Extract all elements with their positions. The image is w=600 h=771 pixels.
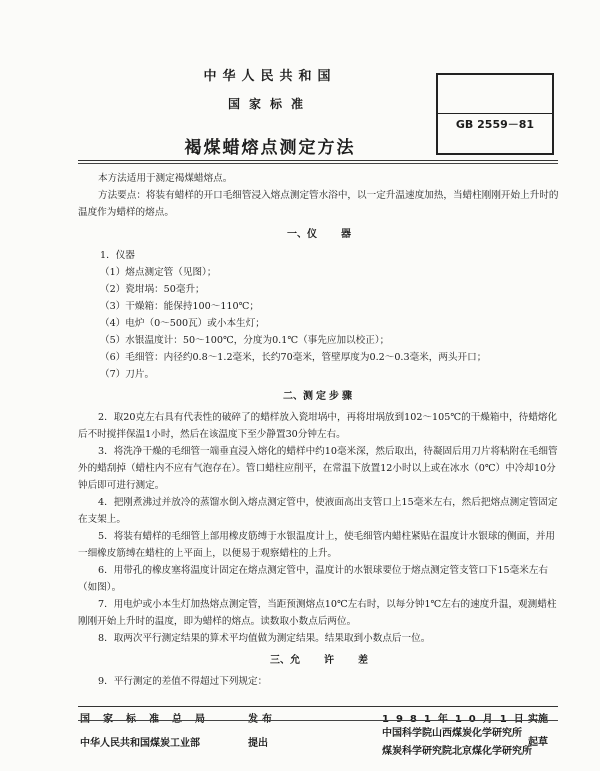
intro-scope: 本方法适用于测定褐煤蜡熔点。: [98, 173, 233, 184]
footer-rule-top: [78, 706, 558, 707]
procedure-step: 7．用电炉或小本生灯加热熔点测定管，当距预测熔点10℃左右时，以每分钟1℃左右的速度升温，观测蜡柱刚刚开始上升时的温度，即为蜡样的熔点。读数取小数点后两位。: [78, 599, 557, 627]
procedure-step: 6．用带孔的橡皮塞将温度计固定在熔点测定管中，温度计的水银球要位于熔点测定管支管口下15毫米左右（如图）。: [78, 565, 549, 593]
section-heading-procedure: 二、测定步骤: [283, 391, 355, 402]
intro-principle: 方法要点：将装有蜡样的开口毛细管浸入熔点测定管水浴中，以一定升温速度加热，当蜡柱刚刚开始上升时的温度作为蜡样的熔点。: [78, 190, 559, 218]
standard-code-box: [436, 73, 554, 155]
document-title: 褐煤蜡熔点测定方法: [184, 138, 356, 158]
proposer: 中华人民共和国煤炭工业部: [80, 738, 200, 749]
footer: [78, 710, 558, 766]
section-heading-tolerance: 三、允 许 差: [270, 655, 368, 666]
standard-type-heading: 国家标准: [227, 97, 312, 111]
list-item: （6）毛细管：内径约0.8～1.2毫米，长约70毫米，管壁厚度为0.2～0.3毫米，两头开口；: [100, 352, 487, 363]
section-number: 一、: [287, 229, 307, 240]
list-item: （2）瓷坩埚：50毫升；: [100, 284, 205, 295]
standard-code: GB 2559－81: [455, 118, 535, 131]
code-box-divider: [438, 113, 552, 114]
section-heading-instruments: 一、仪 器: [287, 229, 351, 240]
list-item: （1）熔点测定管（见图）；: [100, 267, 217, 278]
drafter-2: 煤炭科学研究院北京煤化学研究所: [382, 746, 532, 757]
footer-rule-inner: [78, 720, 558, 721]
list-item: （5）水银温度计：50～100℃，分度为0.1℃（事先应加以校正）；: [100, 335, 390, 346]
instrument-lead: 1．仪器: [100, 250, 135, 261]
country-heading: 中华人民共和国: [203, 69, 337, 84]
list-item: （7）刀片。: [100, 369, 155, 380]
list-item: （4）电炉（0～500瓦）或小本生灯；: [100, 318, 265, 329]
procedure-step: 3．将洗净干燥的毛细管一端垂直浸入熔化的蜡样中约10毫米深，然后取出，待凝固后用刀片将粘附在毛细管外的蜡刮掉（蜡柱内不应有气泡存在）。管口蜡柱应削平，在常温下放置12小时以上或在冰水（0℃）中冷却10分钟后即可进行测定。: [78, 446, 558, 491]
effective-date: 1981年10月1日: [382, 714, 531, 725]
list-item: （3）干燥箱：能保持100～110℃；: [100, 301, 259, 312]
effective-word: 实施: [528, 714, 548, 725]
tolerance-rule: 9．平行测定的差值不得超过下列规定：: [98, 676, 268, 687]
proposer-word: 提出: [248, 738, 268, 749]
procedure-step: 8．取两次平行测定结果的算术平均值做为测定结果。结果取到小数点后一位。: [98, 633, 431, 644]
procedure-step: 2．取20克左右具有代表性的破碎了的蜡样放入瓷坩埚中，再将坩埚放到102～105℃的干燥箱中，待蜡熔化后不时搅拌保温1小时，然后在该温度下至少静置30分钟左右。: [78, 412, 558, 440]
drafted-word: 起草: [528, 737, 548, 748]
document-body: [78, 170, 560, 690]
issuer: 国家标准总局: [80, 714, 218, 725]
drafter-1: 中国科学院山西煤炭化学研究所: [382, 728, 522, 739]
procedure-step: 4．把刚煮沸过并放冷的蒸馏水倒入熔点测定管中，使液面高出支管口上15毫米左右，然后把熔点测定管固定在支架上。: [78, 497, 558, 525]
header-rule: [78, 160, 558, 161]
procedure-step: 5．将装有蜡样的毛细管上部用橡皮筋缚于水银温度计上，使毛细管内蜡柱紧贴在温度计水银球的侧面，并用一细橡皮筋缚在蜡柱的上平面上，以便易于观察蜡柱的上升。: [78, 531, 556, 559]
header-rule-inner: [78, 163, 558, 164]
issue-word: 发布: [248, 714, 276, 725]
